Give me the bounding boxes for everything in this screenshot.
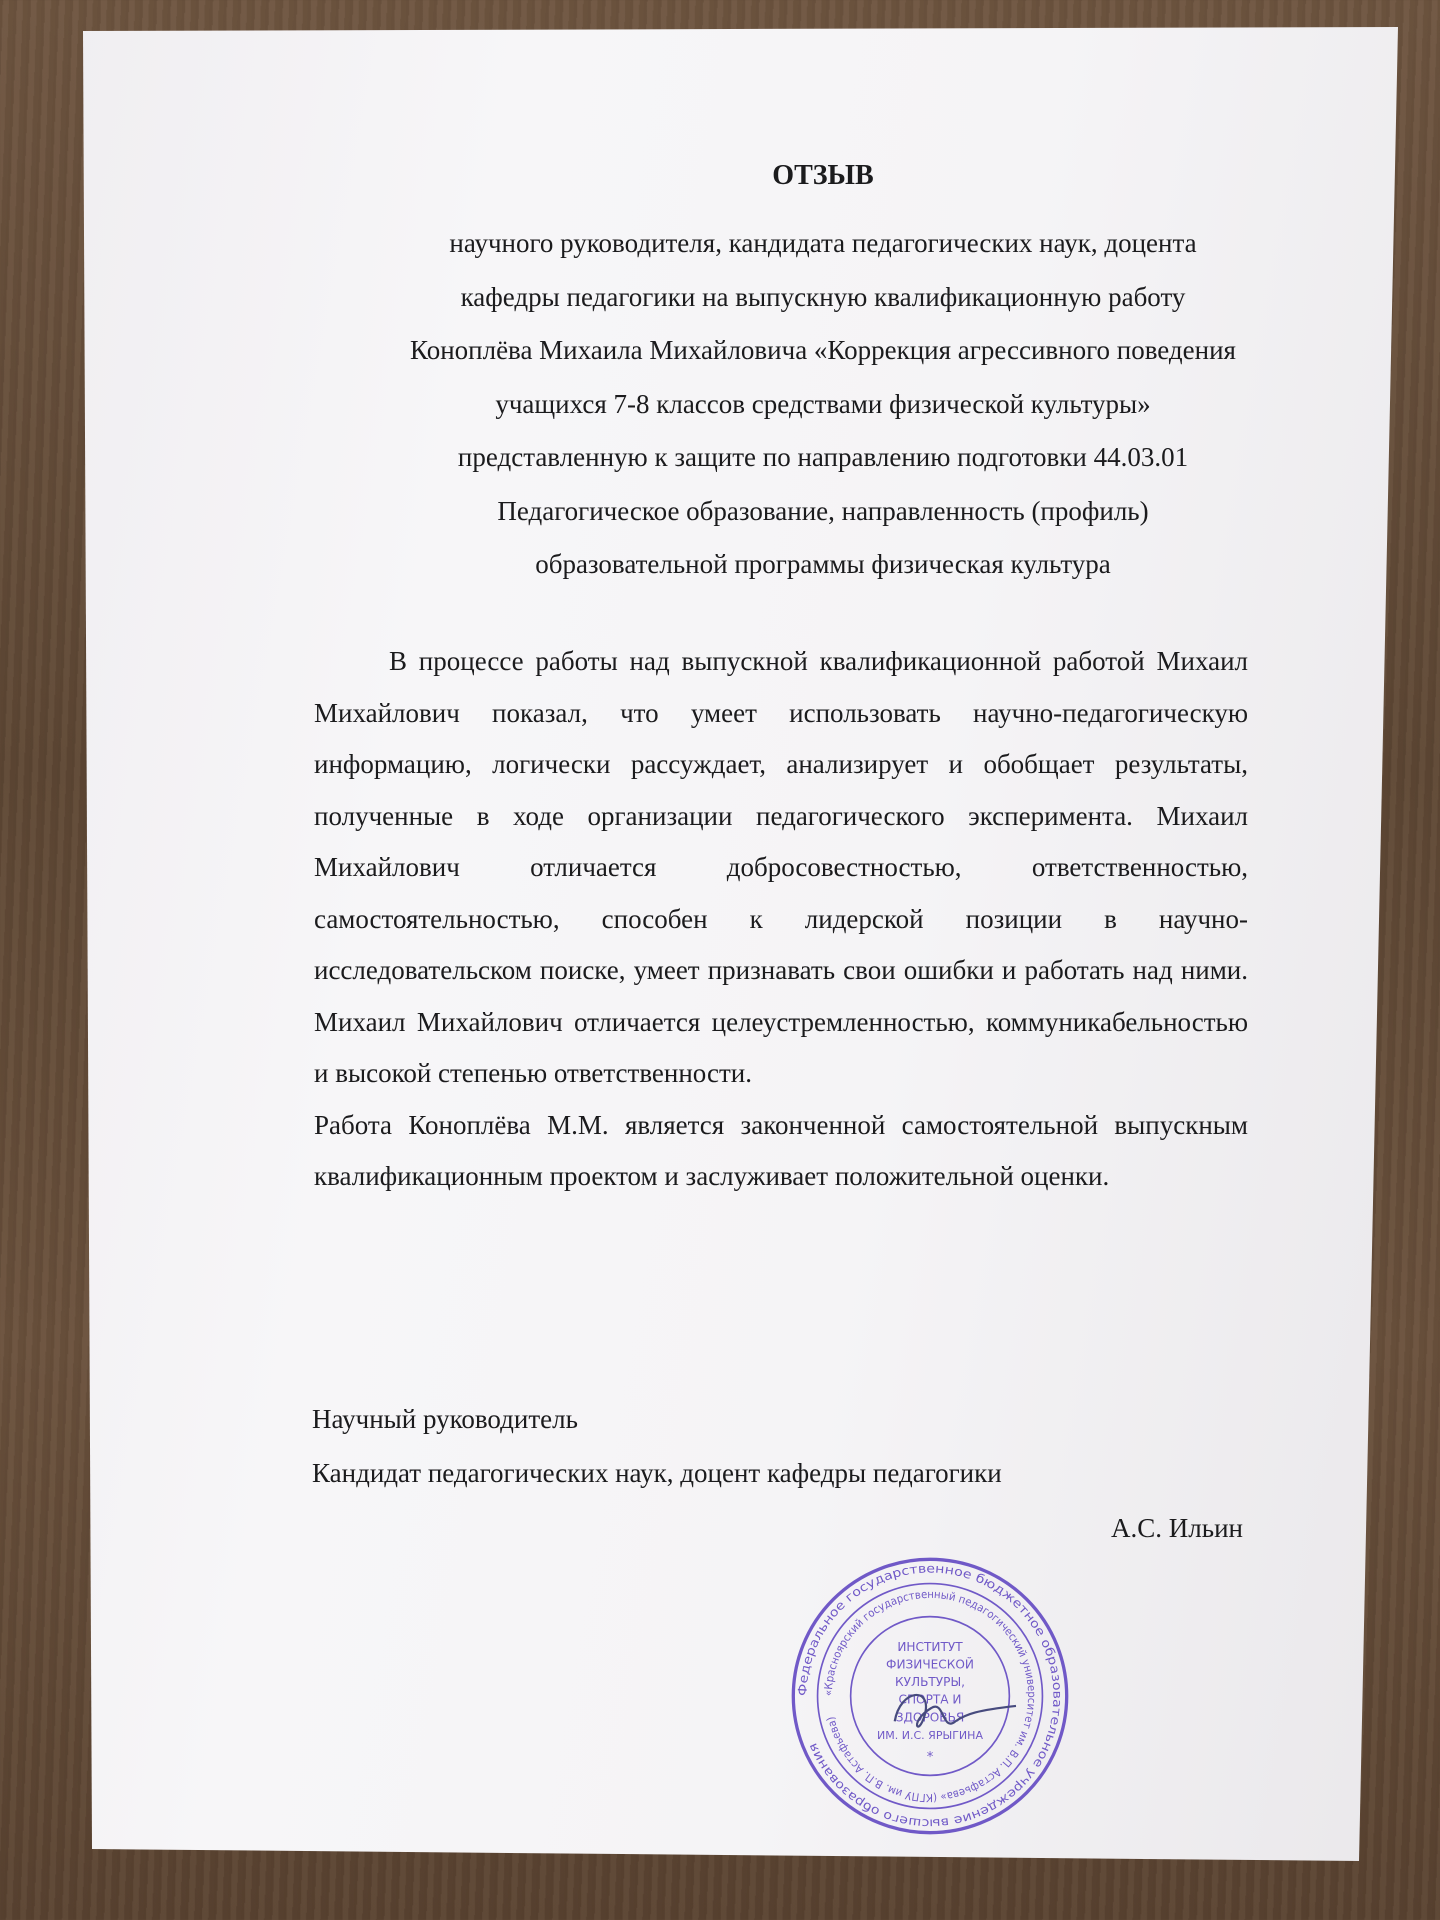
signature-role: Научный руководитель — [312, 1404, 578, 1434]
document-title: ОТЗЫВ — [772, 160, 874, 191]
heading-line: образовательной программы физическая культура — [535, 549, 1111, 579]
heading-line: Коноплёва Михаила Михайловича «Коррекция агрессивного поведения — [410, 335, 1236, 365]
stamp-center-line: ИНСТИТУТ — [897, 1639, 963, 1654]
signature-name: А.С. Ильин — [1111, 1513, 1243, 1543]
stamp-star-icon: * — [926, 1750, 934, 1766]
body-paragraph: В процессе работы над выпускной квалификационной работой Михаил Михайлович показал, что умеет использовать научно-педагогическую информацию, логически рассуждает, анализирует и обобщает результаты, полученные в ходе организации педагогического эксперимента. Михаил Михайлович отличается добросовестностью, ответственностью, самостоятельностью, способен к лидерской позиции в научно-исследовательском поиске, умеет признавать свои ошибки и работать над ними. Михаил Михайлович отличается целеустремленностью, коммуникабельностью и высокой степенью ответственности. — [314, 646, 1248, 1088]
stamp-outer-text: Федеральное государственное бюджетное образовательное учреждение высшего образования — [795, 1561, 1065, 1831]
stamp-center-line: КУЛЬТУРЫ, — [894, 1675, 966, 1690]
heading-line: научного руководителя, кандидата педагогических наук, доцента — [449, 228, 1197, 258]
document-body — [314, 636, 1248, 1203]
stamp-center-line: ЗДОРОВЬЯ — [895, 1710, 965, 1725]
heading-line: Педагогическое образование, направленность (профиль) — [497, 495, 1149, 526]
body-paragraph: Работа Коноплёва М.М. является законченной самостоятельной выпускным квалификационным проектом и заслуживает положительной оценки. — [314, 1109, 1248, 1191]
official-stamp — [790, 1556, 1070, 1836]
stamp-middle-text: «Красноярский государственный педагогический университет им. В.П. Астафьева» (КГПУ им. В.П. Астафьева) — [821, 1587, 1039, 1805]
stamp-center-line: СПОРТА И — [898, 1692, 962, 1707]
stamp-center-line: ФИЗИЧЕСКОЙ — [886, 1657, 974, 1672]
heading-line: кафедры педагогики на выпускную квалификационную работу — [460, 281, 1186, 312]
heading-line: учащихся 7-8 классов средствами физической культуры» — [495, 388, 1151, 419]
stamp-center-line: ИМ. И.С. ЯРЫГИНА — [877, 1728, 983, 1742]
heading-line: представленную к защите по направлению подготовки 44.03.01 — [457, 442, 1189, 472]
document-heading — [300, 217, 1346, 592]
signature-position: Кандидат педагогических наук, доцент кафедры педагогики — [312, 1458, 1002, 1488]
